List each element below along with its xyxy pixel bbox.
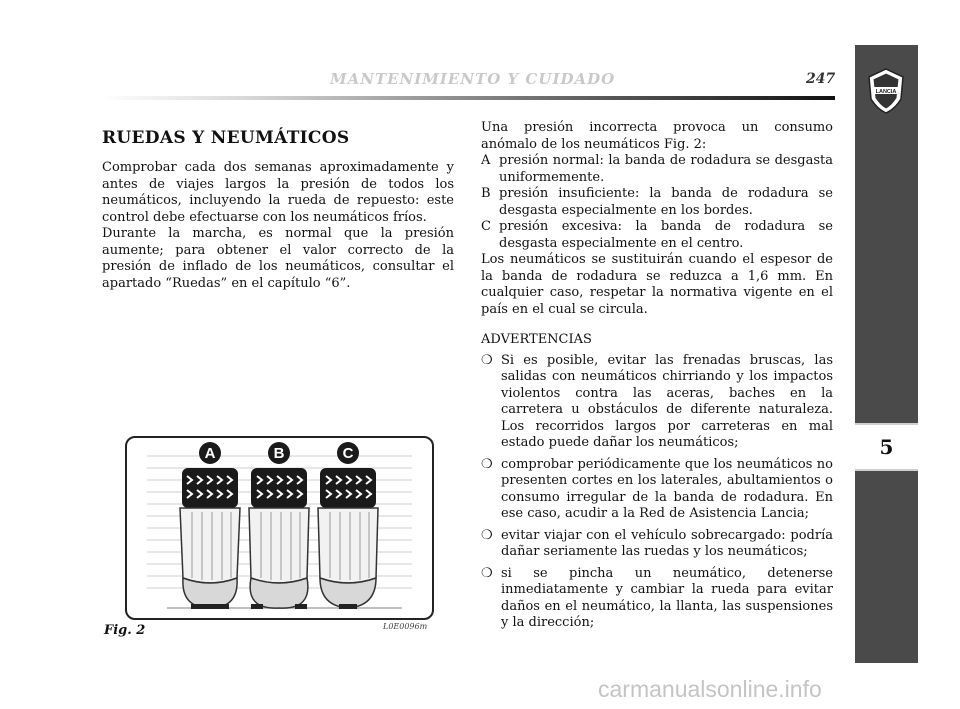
warning-item <box>481 457 833 523</box>
list-item <box>481 219 833 252</box>
paragraph: Comprobar cada dos semanas aproximadamente y antes de viajes largos la presión de todos los neumáticos, incluyendo la rueda de repuesto: este control debe efectuarse con los neumáticos fríos. <box>102 160 454 225</box>
list-item <box>481 186 833 219</box>
figure-label-a: A <box>204 445 216 462</box>
paragraph-intro: Una presión incorrecta provoca un consumo anómalo de los neumáticos Fig. 2: <box>481 120 833 152</box>
page-number: 247 <box>806 71 836 87</box>
warning-text: si se pincha un neumático, detenerse inmediatamente y cambiar la rueda para evitar daños en el neumático, la llanta, las suspensiones y la dirección; <box>501 565 833 630</box>
figure-label-c: C <box>342 445 354 462</box>
warning-item <box>481 528 833 561</box>
list-text: presión excesiva: la banda de rodadura se desgasta especialmente en el centro. <box>499 219 833 251</box>
chapter-number: 5 <box>855 423 918 471</box>
list-item <box>481 153 833 186</box>
bullet-icon: ❍ <box>481 352 493 368</box>
list-text: presión normal: la banda de rodadura se desgasta uniformemente. <box>499 153 833 185</box>
list-letter: C <box>481 219 491 234</box>
chapter-sidebar <box>855 45 918 663</box>
watermark: carmanualsonline.info <box>598 676 822 702</box>
figure-code: L0E0096m <box>383 622 428 631</box>
right-column <box>481 120 833 637</box>
logo-text: LANCIA <box>875 89 897 95</box>
left-column <box>102 120 454 292</box>
tyre-wear-figure <box>125 436 434 620</box>
bullet-icon: ❍ <box>481 527 493 543</box>
list-letter: A <box>481 153 491 168</box>
warnings-title: ADVERTENCIAS <box>481 332 592 347</box>
tyre-wear-illustration-icon <box>127 438 432 618</box>
list-letter: B <box>481 186 491 201</box>
warning-text: evitar viajar con el vehículo sobrecargado: podría dañar seriamente las ruedas y los neumáticos; <box>501 527 833 559</box>
header-rule <box>100 96 835 100</box>
list-text: presión insuficiente: la banda de rodadura se desgasta especialmente en los bordes. <box>499 186 833 218</box>
warning-text: comprobar periódicamente que los neumáticos no presenten cortes en los laterales, abultamientos o consumo irregular de la banda de rodadura. En ese caso, acudir a la Red de Asistencia Lancia; <box>501 456 833 521</box>
bullet-icon: ❍ <box>481 565 493 581</box>
figure-caption: Fig. 2 <box>104 623 146 638</box>
section-title: RUEDAS Y NEUMÁTICOS <box>102 128 350 148</box>
figure-label-b: B <box>273 445 285 462</box>
lancia-logo-icon <box>865 67 907 115</box>
warning-text: Si es posible, evitar las frenadas bruscas, las salidas con neumáticos chirriando y los impactos violentos contra las aceras, baches en la carretera u obstáculos de diferente naturaleza. Los recorridos largos por carreteras en mal estado puede dañar los neumáticos; <box>501 352 833 450</box>
paragraph: Durante la marcha, es normal que la presión aumente; para obtener el valor correcto de la presión de inflado de los neumáticos, consultar el apartado “Ruedas” en el capítulo “6”. <box>102 226 454 291</box>
warning-item <box>481 353 833 452</box>
bullet-icon: ❍ <box>481 456 493 472</box>
paragraph-replace: Los neumáticos se sustituirán cuando el espesor de la banda de rodadura se reduzca a 1,6 mm. En cualquier caso, respetar la normativa vigente en el país en el cual se circula. <box>481 252 833 317</box>
warning-item <box>481 566 833 632</box>
page-header-title: MANTENIMIENTO Y CUIDADO <box>330 70 616 88</box>
